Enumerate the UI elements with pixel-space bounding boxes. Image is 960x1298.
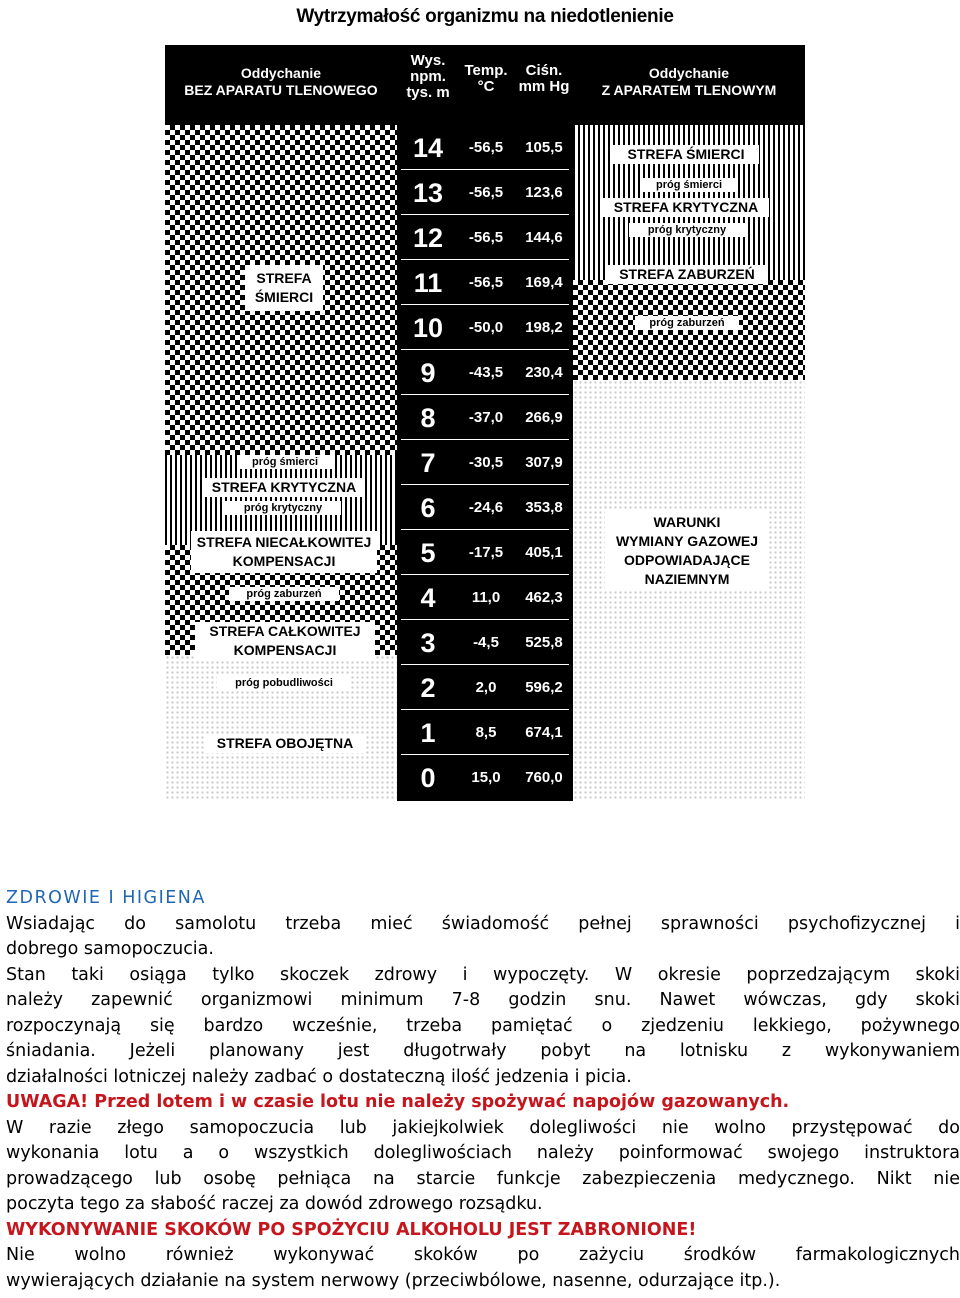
header-altitude-line3: tys. m <box>406 84 450 101</box>
table-row <box>399 305 571 350</box>
para2-line5: działalności lotniczej należy zadbać o dostateczną ilość jedzenia i picia. <box>6 1066 632 1087</box>
left-death-zone-label <box>245 265 323 311</box>
pressure-value: 596,2 <box>525 679 563 696</box>
para1-line2: dobrego samopoczucia. <box>6 939 214 959</box>
header-pressure <box>515 63 573 95</box>
right-disturbance-threshold: próg zaburzeń <box>635 316 739 330</box>
temperature-value: 11,0 <box>471 589 501 606</box>
pressure-value: 307,9 <box>525 454 563 471</box>
pressure-value: 760,0 <box>525 769 563 786</box>
left-critical-zone-label: STREFA KRYTYCZNA <box>205 478 363 497</box>
temperature-value: -24,6 <box>468 499 504 516</box>
pressure-value: 525,8 <box>525 634 563 651</box>
right-ground-line4: NAZIEMNYM <box>644 571 730 587</box>
para2-line4: śniadania. Jeżeli planowany jest długotrwały pobyt na lotnisku z wykonywaniem <box>6 1041 960 1061</box>
warning-alcohol: WYKONYWANIE SKOKÓW PO SPOŻYCIU ALKOHOLU JEST ZABRONIONE! <box>6 1219 697 1240</box>
header-temp-line2: °C <box>477 78 495 95</box>
temperature-value: -37,0 <box>468 409 504 426</box>
left-neutral-zone-label: STREFA OBOJĘTNA <box>205 734 365 753</box>
para3-line4: poczyta tego za słabość raczej za dowód zdrowego rozsądku. <box>6 1194 543 1214</box>
table-row <box>399 395 571 440</box>
altitude-value: 7 <box>420 448 436 478</box>
left-excitability-threshold: próg pobudliwości <box>217 676 351 690</box>
table-row <box>399 260 571 305</box>
left-incomplete-line1: STREFA NIECAŁKOWITEJ <box>196 534 372 550</box>
table-row <box>399 485 571 530</box>
header-press-line2: mm Hg <box>518 78 570 95</box>
altitude-value: 1 <box>420 718 436 748</box>
para3-line2: wykonania lotu a o wszystkich dolegliwościach należy poinformować swojego instruktora <box>6 1143 960 1163</box>
header-without-oxygen <box>165 45 397 125</box>
para4-line1: Nie wolno również wykonywać skoków po zażyciu środków farmakologicznych <box>6 1245 960 1265</box>
left-death-line1: STREFA <box>256 270 312 286</box>
temperature-value: -4,5 <box>473 634 499 651</box>
temperature-value: 15,0 <box>471 769 501 786</box>
right-disturbance-zone-label: STREFA ZABURZEŃ <box>607 265 767 284</box>
left-incomplete-line2: KOMPENSACJI <box>232 553 336 569</box>
left-death-threshold: próg śmierci <box>237 455 333 469</box>
altitude-value: 0 <box>420 763 436 793</box>
right-ground-line1: WARUNKI <box>653 514 721 530</box>
warning-carbonated: UWAGA! Przed lotem i w czasie lotu nie należy spożywać napojów gazowanych. <box>6 1092 790 1112</box>
pressure-value: 405,1 <box>525 544 563 561</box>
temperature-value: -17,5 <box>468 544 504 561</box>
temperature-value: 8,5 <box>475 724 497 741</box>
para2-line2: należy zapewnić organizmowi minimum 7-8 godzin snu. Nawet wówczas, gdy skoki <box>6 990 960 1010</box>
altitude-value: 5 <box>420 538 436 568</box>
para3-line3: prowadzącego lub osobę pełniąca na starcie funkcje zabezpieczenia medycznego. Nikt nie <box>6 1168 960 1189</box>
left-death-line2: ŚMIERCI <box>254 289 314 305</box>
header-press-line1: Ciśn. <box>525 62 563 79</box>
altitude-value: 8 <box>420 403 436 433</box>
left-complete-line1: STREFA CAŁKOWITEJ <box>209 623 361 639</box>
right-critical-threshold: próg krytyczny <box>629 223 745 237</box>
altitude-value: 13 <box>412 178 444 208</box>
header-altitude <box>399 53 457 101</box>
altitude-value: 9 <box>420 358 436 388</box>
temperature-value: -56,5 <box>468 184 504 201</box>
right-death-zone-label: STREFA ŚMIERCI <box>613 145 759 164</box>
table-row <box>399 665 571 710</box>
right-ground-conditions-label <box>605 511 769 591</box>
table-row <box>399 170 571 215</box>
left-complete-comp-label <box>195 622 375 660</box>
header-temperature <box>457 63 515 95</box>
pressure-value: 123,6 <box>525 184 563 201</box>
header-altitude-line1: Wys. <box>410 52 446 69</box>
temperature-value: -56,5 <box>468 139 504 156</box>
header-right-line2: Z APARATEM TLENOWYM <box>601 82 777 98</box>
header-right-line1: Oddychanie <box>648 65 730 81</box>
table-row <box>399 710 571 755</box>
temperature-value: -30,5 <box>468 454 504 471</box>
left-critical-threshold: próg krytyczny <box>225 501 341 515</box>
altitude-value: 14 <box>412 133 444 163</box>
header-temp-line1: Temp. <box>464 62 508 79</box>
temperature-value: -56,5 <box>468 274 504 291</box>
health-section <box>6 886 960 1294</box>
altitude-value: 3 <box>420 628 436 658</box>
pressure-value: 462,3 <box>525 589 563 606</box>
left-disturbance-threshold: próg zaburzeń <box>229 587 339 601</box>
pressure-value: 266,9 <box>525 409 563 426</box>
header-left-line1: Oddychanie <box>240 65 322 81</box>
altitude-value: 11 <box>413 268 443 298</box>
left-zones-panel <box>165 125 397 801</box>
table-row <box>399 350 571 395</box>
right-critical-zone-label: STREFA KRYTYCZNA <box>603 198 769 217</box>
pressure-value: 674,1 <box>525 724 563 741</box>
temperature-value: -43,5 <box>468 364 504 381</box>
pressure-value: 230,4 <box>525 364 563 381</box>
right-death-threshold: próg śmierci <box>641 178 737 192</box>
pressure-value: 105,5 <box>525 139 563 156</box>
altitude-value: 4 <box>420 583 436 613</box>
temperature-value: -56,5 <box>468 229 504 246</box>
table-row <box>399 125 571 170</box>
chart-title: Wytrzymałość organizmu na niedotlenienie <box>296 6 674 27</box>
left-incomplete-comp-label <box>191 531 377 573</box>
pressure-value: 144,6 <box>525 229 563 246</box>
altitude-value: 6 <box>420 493 436 523</box>
table-row <box>399 530 571 575</box>
left-complete-line2: KOMPENSACJI <box>233 642 337 658</box>
pressure-value: 353,8 <box>525 499 563 516</box>
para2-line3: rozpoczynają się bardzo wcześnie, trzeba pamiętać o zjedzeniu lekkiego, pożywnego <box>6 1015 960 1036</box>
right-ground-line3: ODPOWIADAJĄCE <box>623 552 750 568</box>
altitude-table <box>399 125 571 801</box>
header-altitude-line2: npm. <box>410 68 446 85</box>
right-disturbance-pattern <box>573 280 805 380</box>
table-row <box>399 575 571 620</box>
temperature-value: 2,0 <box>475 679 497 696</box>
para3-line1: W razie złego samopoczucia lub jakiejkolwiek dolegliwości nie wolno przystępować do <box>6 1117 960 1138</box>
table-row <box>399 215 571 260</box>
altitude-value: 10 <box>412 313 444 343</box>
altitude-value: 12 <box>412 223 444 253</box>
header-left-line2: BEZ APARATU TLENOWEGO <box>184 82 378 98</box>
table-row <box>399 755 571 800</box>
pressure-value: 198,2 <box>525 319 563 336</box>
para2-line1: Stan taki osiąga tylko skoczek zdrowy i wypoczęty. W okresie poprzedzającym skoki <box>6 964 960 985</box>
header-with-oxygen <box>573 45 805 125</box>
para1-line1: Wsiadając do samolotu trzeba mieć świadomość pełnej sprawności psychofizycznej i <box>6 913 960 934</box>
table-row <box>399 440 571 485</box>
pressure-value: 169,4 <box>525 274 563 291</box>
section-heading: ZDROWIE I HIGIENA <box>6 888 206 908</box>
altitude-value: 2 <box>420 673 436 703</box>
para4-line2: wywierających działanie na system nerwowy (przeciwbólowe, nasenne, odurzające itp.). <box>6 1270 781 1291</box>
table-row <box>399 620 571 665</box>
right-ground-line2: WYMIANY GAZOWEJ <box>615 533 759 549</box>
hypoxia-chart <box>165 45 805 801</box>
temperature-value: -50,0 <box>468 319 504 336</box>
right-zones-panel <box>573 125 805 801</box>
